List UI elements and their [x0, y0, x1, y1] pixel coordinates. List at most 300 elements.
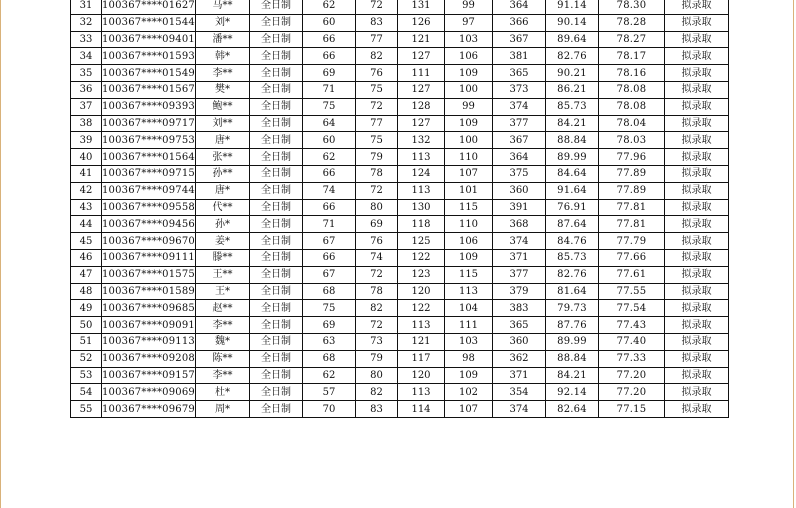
admission-status-cell: 拟录取 — [665, 31, 729, 48]
score-2-cell: 77 — [356, 31, 398, 48]
final-score-cell: 77.61 — [599, 266, 665, 283]
final-score-cell: 78.30 — [599, 0, 665, 14]
total-score-cell: 354 — [493, 384, 546, 401]
total-score-cell: 365 — [493, 65, 546, 82]
final-score-cell: 78.17 — [599, 48, 665, 65]
row-number-cell: 47 — [71, 266, 102, 283]
retest-score-cell: 84.64 — [546, 165, 599, 182]
admission-status-cell: 拟录取 — [665, 233, 729, 250]
total-score-cell: 383 — [493, 300, 546, 317]
row-number-cell: 48 — [71, 283, 102, 300]
score-3-cell: 117 — [398, 350, 445, 367]
score-1-cell: 66 — [303, 199, 356, 216]
final-score-cell: 77.43 — [599, 317, 665, 334]
candidate-name-cell: 张** — [196, 149, 250, 166]
score-3-cell: 130 — [398, 199, 445, 216]
candidate-name-cell: 陈** — [196, 350, 250, 367]
total-score-cell: 365 — [493, 317, 546, 334]
candidate-id-cell: 100367****01593 — [102, 48, 196, 65]
study-mode-cell: 全日制 — [250, 367, 303, 384]
table-body — [71, 0, 729, 417]
score-3-cell: 120 — [398, 283, 445, 300]
admission-status-cell: 拟录取 — [665, 367, 729, 384]
score-4-cell: 103 — [445, 31, 493, 48]
total-score-cell: 377 — [493, 115, 546, 132]
score-2-cell: 82 — [356, 48, 398, 65]
score-3-cell: 111 — [398, 65, 445, 82]
score-2-cell: 72 — [356, 98, 398, 115]
total-score-cell: 366 — [493, 14, 546, 31]
candidate-name-cell: 樊* — [196, 81, 250, 98]
total-score-cell: 374 — [493, 233, 546, 250]
table-row — [71, 14, 729, 31]
row-number-cell: 45 — [71, 233, 102, 250]
row-number-cell: 44 — [71, 216, 102, 233]
final-score-cell: 77.89 — [599, 165, 665, 182]
retest-score-cell: 84.76 — [546, 233, 599, 250]
score-4-cell: 106 — [445, 233, 493, 250]
total-score-cell: 391 — [493, 199, 546, 216]
candidate-id-cell: 100367****01544 — [102, 14, 196, 31]
row-number-cell: 34 — [71, 48, 102, 65]
final-score-cell: 77.66 — [599, 249, 665, 266]
score-1-cell: 66 — [303, 31, 356, 48]
retest-score-cell: 91.14 — [546, 0, 599, 14]
candidate-name-cell: 刘* — [196, 14, 250, 31]
admission-status-cell: 拟录取 — [665, 0, 729, 14]
candidate-name-cell: 王* — [196, 283, 250, 300]
score-3-cell: 122 — [398, 249, 445, 266]
admission-status-cell: 拟录取 — [665, 300, 729, 317]
score-1-cell: 62 — [303, 149, 356, 166]
admission-status-cell: 拟录取 — [665, 401, 729, 418]
table-row — [71, 98, 729, 115]
final-score-cell: 77.33 — [599, 350, 665, 367]
table-row — [71, 249, 729, 266]
candidate-name-cell: 唐* — [196, 132, 250, 149]
total-score-cell: 360 — [493, 182, 546, 199]
candidate-id-cell: 100367****09456 — [102, 216, 196, 233]
final-score-cell: 78.28 — [599, 14, 665, 31]
study-mode-cell: 全日制 — [250, 182, 303, 199]
score-4-cell: 109 — [445, 249, 493, 266]
total-score-cell: 374 — [493, 401, 546, 418]
candidate-id-cell: 100367****01589 — [102, 283, 196, 300]
admission-status-cell: 拟录取 — [665, 115, 729, 132]
row-number-cell: 38 — [71, 115, 102, 132]
candidate-id-cell: 100367****01549 — [102, 65, 196, 82]
candidate-id-cell: 100367****09157 — [102, 367, 196, 384]
retest-score-cell: 81.64 — [546, 283, 599, 300]
total-score-cell: 371 — [493, 249, 546, 266]
table-row — [71, 401, 729, 418]
score-1-cell: 68 — [303, 350, 356, 367]
row-number-cell: 31 — [71, 0, 102, 14]
score-3-cell: 128 — [398, 98, 445, 115]
score-2-cell: 72 — [356, 0, 398, 14]
score-4-cell: 103 — [445, 333, 493, 350]
score-1-cell: 60 — [303, 14, 356, 31]
candidate-name-cell: 赵** — [196, 300, 250, 317]
final-score-cell: 77.89 — [599, 182, 665, 199]
row-number-cell: 35 — [71, 65, 102, 82]
score-3-cell: 125 — [398, 233, 445, 250]
row-number-cell: 42 — [71, 182, 102, 199]
candidate-id-cell: 100367****09091 — [102, 317, 196, 334]
candidate-name-cell: 唐* — [196, 182, 250, 199]
study-mode-cell: 全日制 — [250, 149, 303, 166]
total-score-cell: 373 — [493, 81, 546, 98]
score-4-cell: 101 — [445, 182, 493, 199]
score-2-cell: 75 — [356, 132, 398, 149]
score-1-cell: 66 — [303, 249, 356, 266]
score-1-cell: 75 — [303, 300, 356, 317]
row-number-cell: 55 — [71, 401, 102, 418]
score-3-cell: 118 — [398, 216, 445, 233]
score-3-cell: 122 — [398, 300, 445, 317]
table-row — [71, 31, 729, 48]
score-4-cell: 99 — [445, 0, 493, 14]
table-row — [71, 317, 729, 334]
score-3-cell: 121 — [398, 333, 445, 350]
candidate-id-cell: 100367****09558 — [102, 199, 196, 216]
final-score-cell: 78.27 — [599, 31, 665, 48]
admission-status-cell: 拟录取 — [665, 98, 729, 115]
study-mode-cell: 全日制 — [250, 333, 303, 350]
score-2-cell: 76 — [356, 65, 398, 82]
table-row — [71, 333, 729, 350]
row-number-cell: 53 — [71, 367, 102, 384]
admission-status-cell: 拟录取 — [665, 65, 729, 82]
study-mode-cell: 全日制 — [250, 199, 303, 216]
score-2-cell: 78 — [356, 165, 398, 182]
total-score-cell: 360 — [493, 333, 546, 350]
score-1-cell: 74 — [303, 182, 356, 199]
candidate-id-cell: 100367****09393 — [102, 98, 196, 115]
row-number-cell: 43 — [71, 199, 102, 216]
admission-status-cell: 拟录取 — [665, 132, 729, 149]
candidate-name-cell: 代** — [196, 199, 250, 216]
score-2-cell: 82 — [356, 300, 398, 317]
score-1-cell: 66 — [303, 165, 356, 182]
score-4-cell: 107 — [445, 401, 493, 418]
retest-score-cell: 89.64 — [546, 31, 599, 48]
final-score-cell: 78.16 — [599, 65, 665, 82]
admission-table — [70, 0, 729, 418]
study-mode-cell: 全日制 — [250, 266, 303, 283]
candidate-id-cell: 100367****01575 — [102, 266, 196, 283]
retest-score-cell: 82.64 — [546, 401, 599, 418]
final-score-cell: 77.96 — [599, 149, 665, 166]
row-number-cell: 54 — [71, 384, 102, 401]
score-3-cell: 131 — [398, 0, 445, 14]
retest-score-cell: 88.84 — [546, 350, 599, 367]
total-score-cell: 362 — [493, 350, 546, 367]
study-mode-cell: 全日制 — [250, 132, 303, 149]
candidate-name-cell: 鲍** — [196, 98, 250, 115]
final-score-cell: 78.04 — [599, 115, 665, 132]
candidate-name-cell: 杜* — [196, 384, 250, 401]
row-number-cell: 51 — [71, 333, 102, 350]
study-mode-cell: 全日制 — [250, 0, 303, 14]
total-score-cell: 375 — [493, 165, 546, 182]
candidate-id-cell: 100367****09753 — [102, 132, 196, 149]
row-number-cell: 49 — [71, 300, 102, 317]
final-score-cell: 77.20 — [599, 367, 665, 384]
candidate-id-cell: 100367****09744 — [102, 182, 196, 199]
candidate-name-cell: 马** — [196, 0, 250, 14]
candidate-name-cell: 李** — [196, 317, 250, 334]
candidate-id-cell: 100367****09715 — [102, 165, 196, 182]
retest-score-cell: 85.73 — [546, 249, 599, 266]
score-1-cell: 75 — [303, 98, 356, 115]
retest-score-cell: 84.21 — [546, 367, 599, 384]
retest-score-cell: 92.14 — [546, 384, 599, 401]
final-score-cell: 77.20 — [599, 384, 665, 401]
score-1-cell: 68 — [303, 283, 356, 300]
score-2-cell: 76 — [356, 233, 398, 250]
admission-status-cell: 拟录取 — [665, 199, 729, 216]
candidate-name-cell: 李** — [196, 65, 250, 82]
table-row — [71, 300, 729, 317]
retest-score-cell: 91.64 — [546, 182, 599, 199]
retest-score-cell: 86.21 — [546, 81, 599, 98]
row-number-cell: 40 — [71, 149, 102, 166]
total-score-cell: 381 — [493, 48, 546, 65]
score-1-cell: 71 — [303, 81, 356, 98]
admission-status-cell: 拟录取 — [665, 149, 729, 166]
final-score-cell: 78.08 — [599, 81, 665, 98]
score-3-cell: 132 — [398, 132, 445, 149]
row-number-cell: 36 — [71, 81, 102, 98]
score-3-cell: 124 — [398, 165, 445, 182]
candidate-id-cell: 100367****01564 — [102, 149, 196, 166]
score-3-cell: 127 — [398, 115, 445, 132]
candidate-name-cell: 孙* — [196, 216, 250, 233]
score-2-cell: 75 — [356, 81, 398, 98]
score-2-cell: 72 — [356, 182, 398, 199]
study-mode-cell: 全日制 — [250, 300, 303, 317]
row-number-cell: 33 — [71, 31, 102, 48]
score-4-cell: 106 — [445, 48, 493, 65]
study-mode-cell: 全日制 — [250, 115, 303, 132]
final-score-cell: 77.55 — [599, 283, 665, 300]
score-3-cell: 114 — [398, 401, 445, 418]
retest-score-cell: 82.76 — [546, 48, 599, 65]
admission-status-cell: 拟录取 — [665, 350, 729, 367]
score-2-cell: 69 — [356, 216, 398, 233]
table-row — [71, 182, 729, 199]
candidate-name-cell: 刘** — [196, 115, 250, 132]
candidate-name-cell: 周* — [196, 401, 250, 418]
score-1-cell: 67 — [303, 233, 356, 250]
score-2-cell: 79 — [356, 149, 398, 166]
candidate-name-cell: 魏* — [196, 333, 250, 350]
score-2-cell: 82 — [356, 384, 398, 401]
score-4-cell: 100 — [445, 132, 493, 149]
score-4-cell: 109 — [445, 367, 493, 384]
total-score-cell: 367 — [493, 31, 546, 48]
score-1-cell: 62 — [303, 0, 356, 14]
score-1-cell: 66 — [303, 48, 356, 65]
final-score-cell: 78.08 — [599, 98, 665, 115]
admission-status-cell: 拟录取 — [665, 216, 729, 233]
admission-status-cell: 拟录取 — [665, 317, 729, 334]
score-4-cell: 110 — [445, 149, 493, 166]
study-mode-cell: 全日制 — [250, 283, 303, 300]
score-4-cell: 109 — [445, 115, 493, 132]
table-row — [71, 216, 729, 233]
study-mode-cell: 全日制 — [250, 350, 303, 367]
admission-status-cell: 拟录取 — [665, 266, 729, 283]
table-row — [71, 165, 729, 182]
score-4-cell: 100 — [445, 81, 493, 98]
retest-score-cell: 88.84 — [546, 132, 599, 149]
admission-status-cell: 拟录取 — [665, 333, 729, 350]
row-number-cell: 52 — [71, 350, 102, 367]
score-3-cell: 127 — [398, 81, 445, 98]
study-mode-cell: 全日制 — [250, 65, 303, 82]
table-row — [71, 367, 729, 384]
score-4-cell: 109 — [445, 65, 493, 82]
retest-score-cell: 82.76 — [546, 266, 599, 283]
retest-score-cell: 87.76 — [546, 317, 599, 334]
total-score-cell: 371 — [493, 367, 546, 384]
admission-status-cell: 拟录取 — [665, 182, 729, 199]
score-3-cell: 121 — [398, 31, 445, 48]
score-2-cell: 80 — [356, 199, 398, 216]
row-number-cell: 41 — [71, 165, 102, 182]
final-score-cell: 77.81 — [599, 199, 665, 216]
admission-status-cell: 拟录取 — [665, 283, 729, 300]
final-score-cell: 77.15 — [599, 401, 665, 418]
total-score-cell: 379 — [493, 283, 546, 300]
study-mode-cell: 全日制 — [250, 14, 303, 31]
score-1-cell: 57 — [303, 384, 356, 401]
final-score-cell: 78.03 — [599, 132, 665, 149]
score-4-cell: 115 — [445, 199, 493, 216]
score-1-cell: 63 — [303, 333, 356, 350]
study-mode-cell: 全日制 — [250, 216, 303, 233]
candidate-id-cell: 100367****09679 — [102, 401, 196, 418]
score-1-cell: 69 — [303, 65, 356, 82]
table-row — [71, 199, 729, 216]
study-mode-cell: 全日制 — [250, 384, 303, 401]
score-4-cell: 111 — [445, 317, 493, 334]
score-2-cell: 80 — [356, 367, 398, 384]
candidate-id-cell: 100367****09069 — [102, 384, 196, 401]
study-mode-cell: 全日制 — [250, 317, 303, 334]
table-row — [71, 350, 729, 367]
retest-score-cell: 76.91 — [546, 199, 599, 216]
candidate-id-cell: 100367****09111 — [102, 249, 196, 266]
admission-status-cell: 拟录取 — [665, 14, 729, 31]
score-2-cell: 78 — [356, 283, 398, 300]
score-4-cell: 102 — [445, 384, 493, 401]
candidate-id-cell: 100367****01627 — [102, 0, 196, 14]
score-2-cell: 77 — [356, 115, 398, 132]
score-4-cell: 110 — [445, 216, 493, 233]
table-row — [71, 0, 729, 14]
retest-score-cell: 89.99 — [546, 149, 599, 166]
score-4-cell: 98 — [445, 350, 493, 367]
table-row — [71, 233, 729, 250]
total-score-cell: 377 — [493, 266, 546, 283]
retest-score-cell: 89.99 — [546, 333, 599, 350]
score-2-cell: 72 — [356, 317, 398, 334]
admission-status-cell: 拟录取 — [665, 81, 729, 98]
candidate-name-cell: 王** — [196, 266, 250, 283]
admission-status-cell: 拟录取 — [665, 165, 729, 182]
table-row — [71, 132, 729, 149]
row-number-cell: 46 — [71, 249, 102, 266]
score-4-cell: 107 — [445, 165, 493, 182]
study-mode-cell: 全日制 — [250, 233, 303, 250]
candidate-id-cell: 100367****09717 — [102, 115, 196, 132]
score-3-cell: 126 — [398, 14, 445, 31]
admission-status-cell: 拟录取 — [665, 384, 729, 401]
study-mode-cell: 全日制 — [250, 249, 303, 266]
score-3-cell: 113 — [398, 182, 445, 199]
score-3-cell: 113 — [398, 384, 445, 401]
row-number-cell: 32 — [71, 14, 102, 31]
score-4-cell: 115 — [445, 266, 493, 283]
score-1-cell: 67 — [303, 266, 356, 283]
retest-score-cell: 79.73 — [546, 300, 599, 317]
final-score-cell: 77.79 — [599, 233, 665, 250]
score-3-cell: 113 — [398, 149, 445, 166]
candidate-id-cell: 100367****01567 — [102, 81, 196, 98]
table-row — [71, 48, 729, 65]
candidate-id-cell: 100367****09401 — [102, 31, 196, 48]
score-4-cell: 104 — [445, 300, 493, 317]
candidate-name-cell: 潘** — [196, 31, 250, 48]
total-score-cell: 364 — [493, 0, 546, 14]
candidate-name-cell: 滕** — [196, 249, 250, 266]
candidate-id-cell: 100367****09113 — [102, 333, 196, 350]
score-1-cell: 64 — [303, 115, 356, 132]
score-3-cell: 120 — [398, 367, 445, 384]
score-2-cell: 72 — [356, 266, 398, 283]
candidate-name-cell: 孙** — [196, 165, 250, 182]
score-4-cell: 113 — [445, 283, 493, 300]
candidate-name-cell: 韩* — [196, 48, 250, 65]
score-4-cell: 97 — [445, 14, 493, 31]
score-1-cell: 62 — [303, 367, 356, 384]
retest-score-cell: 90.21 — [546, 65, 599, 82]
retest-score-cell: 87.64 — [546, 216, 599, 233]
study-mode-cell: 全日制 — [250, 98, 303, 115]
score-1-cell: 70 — [303, 401, 356, 418]
table-row — [71, 81, 729, 98]
retest-score-cell: 90.14 — [546, 14, 599, 31]
study-mode-cell: 全日制 — [250, 401, 303, 418]
score-2-cell: 79 — [356, 350, 398, 367]
study-mode-cell: 全日制 — [250, 165, 303, 182]
admission-status-cell: 拟录取 — [665, 249, 729, 266]
score-2-cell: 83 — [356, 401, 398, 418]
table-row — [71, 149, 729, 166]
score-2-cell: 74 — [356, 249, 398, 266]
score-3-cell: 123 — [398, 266, 445, 283]
candidate-name-cell: 姜* — [196, 233, 250, 250]
total-score-cell: 368 — [493, 216, 546, 233]
row-number-cell: 39 — [71, 132, 102, 149]
total-score-cell: 364 — [493, 149, 546, 166]
candidate-id-cell: 100367****09670 — [102, 233, 196, 250]
total-score-cell: 374 — [493, 98, 546, 115]
final-score-cell: 77.40 — [599, 333, 665, 350]
